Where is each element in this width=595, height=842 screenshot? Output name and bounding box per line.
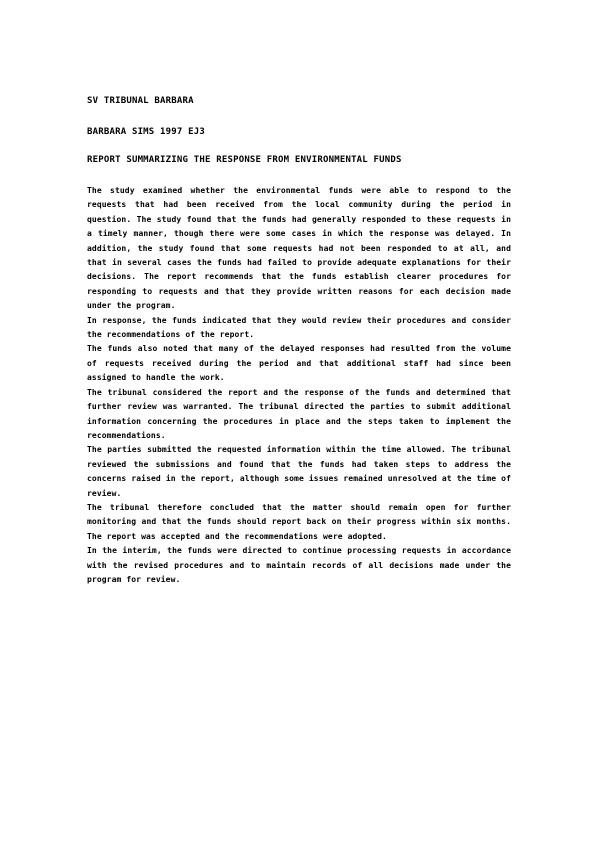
document-body bbox=[87, 184, 511, 587]
body-paragraph: The funds also noted that many of the delayed responses had resulted from the volume of requests received during the period and that additional staff had since been assigned to handle the work. bbox=[87, 344, 511, 383]
body-paragraph: In the interim, the funds were directed to continue processing requests in accordance with the revised procedures and to maintain records of all decisions made under the program for review. bbox=[87, 546, 511, 584]
body-paragraph: The tribunal therefore concluded that the matter should remain open for further monitoring and that the funds should report back on their progress within six months. The report was accepted and the recommendations were adopted. bbox=[87, 502, 511, 541]
document-header-line-2: BARBARA SIMS 1997 EJ3 bbox=[87, 127, 205, 137]
document-title: REPORT SUMMARIZING THE RESPONSE FROM ENVIRONMENTAL FUNDS bbox=[87, 155, 402, 165]
body-paragraph: The tribunal considered the report and the response of the funds and determined that further review was warranted. The tribunal directed the parties to submit additional information concerning the procedures in place and the steps taken to implement the recommendations. bbox=[87, 387, 511, 440]
body-paragraph: The study examined whether the environmental funds were able to respond to the requests that had been received from the local community during the period in question. The study found that the funds had generally responded to these requests in a timely manner, though there were some cases in which the response was delayed. In addition, the study found that some requests had not been responded to at all, and that in several cases the funds had failed to provide adequate explanations for their decisions. The report recommends that the funds establish clearer procedures for responding to requests and that they provide written reasons for each decision made under the program. bbox=[87, 186, 511, 311]
body-paragraph: The parties submitted the requested information within the time allowed. The tribunal reviewed the submissions and found that the funds had taken steps to address the concerns raised in the report, although some issues remained unresolved at the time of review. bbox=[87, 445, 511, 498]
body-paragraph: In response, the funds indicated that they would review their procedures and consider the recommendations of the report. bbox=[87, 315, 511, 340]
document-header-line-1: SV TRIBUNAL BARBARA bbox=[87, 96, 194, 106]
